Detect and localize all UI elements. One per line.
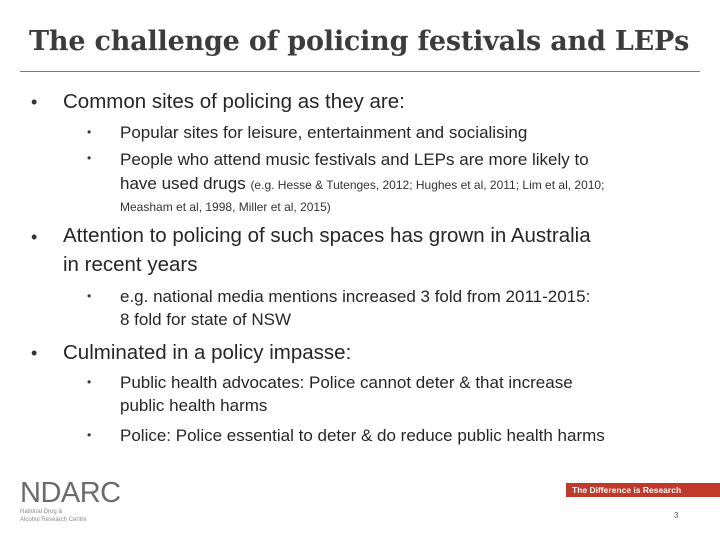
bullet-marker: • xyxy=(31,343,38,363)
logo-subtitle-line-1: National Drug & xyxy=(20,509,63,515)
bullet-1-sub-2: People who attend music festivals and LEPs are more likely to xyxy=(120,150,589,169)
bullet-marker: • xyxy=(31,227,38,247)
citation-continued: Measham et al, 1998, Miller et al, 2015) xyxy=(120,200,331,214)
bullet-2-sub-1: e.g. national media mentions increased 3 fold from 2011-2015: xyxy=(120,287,591,306)
bullet-2-sub-1-cont: 8 fold for state of NSW xyxy=(120,310,292,329)
bullet-marker: • xyxy=(31,92,38,112)
sub-bullet-marker: • xyxy=(87,428,92,442)
sub-bullet-marker: • xyxy=(87,151,92,165)
ndarc-logo xyxy=(20,478,140,522)
logo-subtitle-line-2: Alcohol Research Centre xyxy=(20,517,87,523)
page-number: 3 xyxy=(674,511,679,520)
sub-bullet-marker: • xyxy=(87,125,92,139)
bullet-2-text-line-1: Attention to policing of such spaces has grown in Australia xyxy=(63,224,591,247)
bullet-1-text: Common sites of policing as they are: xyxy=(63,90,405,113)
citation-inline: (e.g. Hesse & Tutenges, 2012; Hughes et al, 2011; Lim et al, 2010; xyxy=(250,178,605,192)
sub-bullet-marker: • xyxy=(87,289,92,303)
bullet-3-sub-1: Public health advocates: Police cannot deter & that increase xyxy=(120,373,573,392)
slide-title: The challenge of policing festivals and LEPs xyxy=(29,26,690,57)
bullet-1-sub-2-cont xyxy=(120,172,604,197)
bullet-3-sub-1-cont: public health harms xyxy=(120,396,268,415)
bullet-1-sub-2-tail: have used drugs xyxy=(120,174,246,193)
title-divider xyxy=(20,71,700,72)
sub-bullet-marker: • xyxy=(87,375,92,389)
bullet-1-sub-1: Popular sites for leisure, entertainment and socialising xyxy=(120,123,528,142)
tagline-banner: The Difference is Research xyxy=(566,483,720,497)
bullet-3-text: Culminated in a policy impasse: xyxy=(63,341,352,364)
bullet-3-sub-2: Police: Police essential to deter & do reduce public health harms xyxy=(120,426,605,445)
logo-wordmark: NDARC xyxy=(20,477,121,509)
bullet-2-text-line-2: in recent years xyxy=(63,253,198,276)
